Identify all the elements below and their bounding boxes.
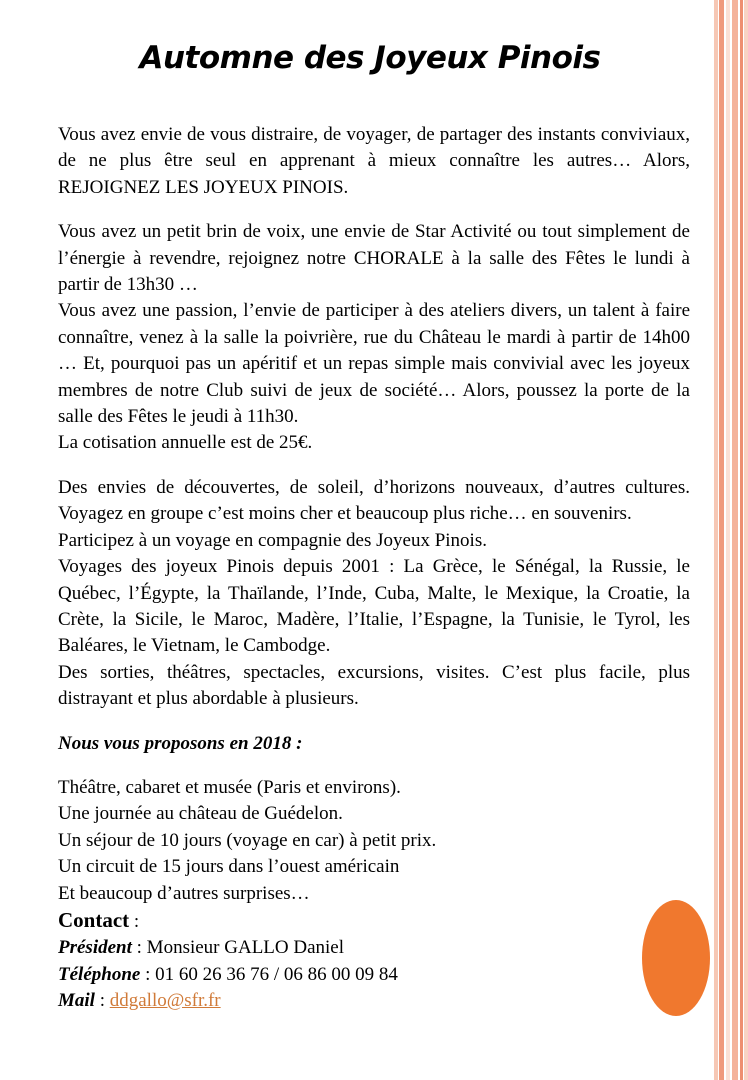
intro-paragraph: Vous avez envie de vous distraire, de voyager, de partager des instants conviviaux, de ne plus être seul en apprenant à mieux connaître les autres… Alors, REJOIGNEZ LES JOYEUX PINOIS. (58, 124, 690, 198)
proposal-item: Un séjour de 10 jours (voyage en car) à petit prix. (58, 829, 437, 851)
president-value: : Monsieur GALLO Daniel (131, 937, 345, 959)
proposal-item: Un circuit de 15 jours dans l’ouest américain (58, 856, 400, 878)
participez-paragraph: Participez à un voyage en compagnie des Joyeux Pinois. (58, 529, 487, 551)
president-label: Président (58, 937, 132, 959)
contact-heading: Contact (58, 907, 130, 932)
ateliers-paragraph: Vous avez une passion, l’envie de participer à des ateliers divers, un talent à faire connaître, venez à la salle la poivrière, rue du Château le mardi à partir de 14h00 … Et, pourquoi pas un apéritif et un repas simple mais convivial avec les joyeux membres de notre Club suivi de jeux de société… Alors, poussez la porte de la salle des Fêtes le jeudi à 11h30. (58, 300, 690, 428)
chorale-paragraph: Vous avez un petit brin de voix, une envie de Star Activité ou tout simplement de l’énergie à revendre, rejoignez notre CHORALE à la salle des Fêtes le lundi à partir de 13h30 … (58, 221, 690, 296)
mail-separator: : (94, 990, 110, 1012)
contact-heading-suffix: : (129, 910, 140, 932)
cotisation-paragraph: La cotisation annuelle est de 25€. (58, 432, 313, 454)
proposal-item: Théâtre, cabaret et musée (Paris et environs). (58, 776, 401, 798)
president-line (58, 935, 690, 961)
decorative-border (714, 0, 748, 1080)
proposals-heading: Nous vous proposons en 2018 : (58, 732, 303, 754)
contact-heading-line (58, 907, 690, 935)
decouvertes-paragraph: Des envies de découvertes, de soleil, d’horizons nouveaux, d’autres cultures. Voyagez en groupe c’est moins cher et beaucoup plus riche… en souvenirs. (58, 476, 690, 525)
phone-line (58, 962, 690, 988)
phone-label: Téléphone (58, 963, 141, 985)
email-link[interactable]: ddgallo@sfr.fr (109, 990, 221, 1012)
mail-label: Mail (58, 990, 95, 1012)
document-body (58, 122, 690, 1015)
proposal-item: Une journée au château de Guédelon. (58, 803, 343, 825)
phone-value: : 01 60 26 36 76 / 06 86 00 09 84 (140, 963, 398, 985)
proposal-item: Et beaucoup d’autres surprises… (58, 882, 310, 904)
voyages-paragraph: Voyages des joyeux Pinois depuis 2001 : La Grèce, le Sénégal, la Russie, le Québec, l’Égypte, la Thaïlande, l’Inde, Cuba, Malte, le Mexique, la Croatie, la Crète, la Sicile, le Maroc, Madère, l’Italie, l’Espagne, la Tunisie, le Tyrol, les Baléares, le Vietnam, le Cambodge. (58, 556, 690, 657)
page-title: Automne des Joyeux Pinois (139, 40, 601, 76)
sorties-paragraph: Des sorties, théâtres, spectacles, excursions, visites. C’est plus facile, plus distrayant et plus abordable à plusieurs. (58, 661, 690, 710)
mail-line (58, 988, 690, 1014)
